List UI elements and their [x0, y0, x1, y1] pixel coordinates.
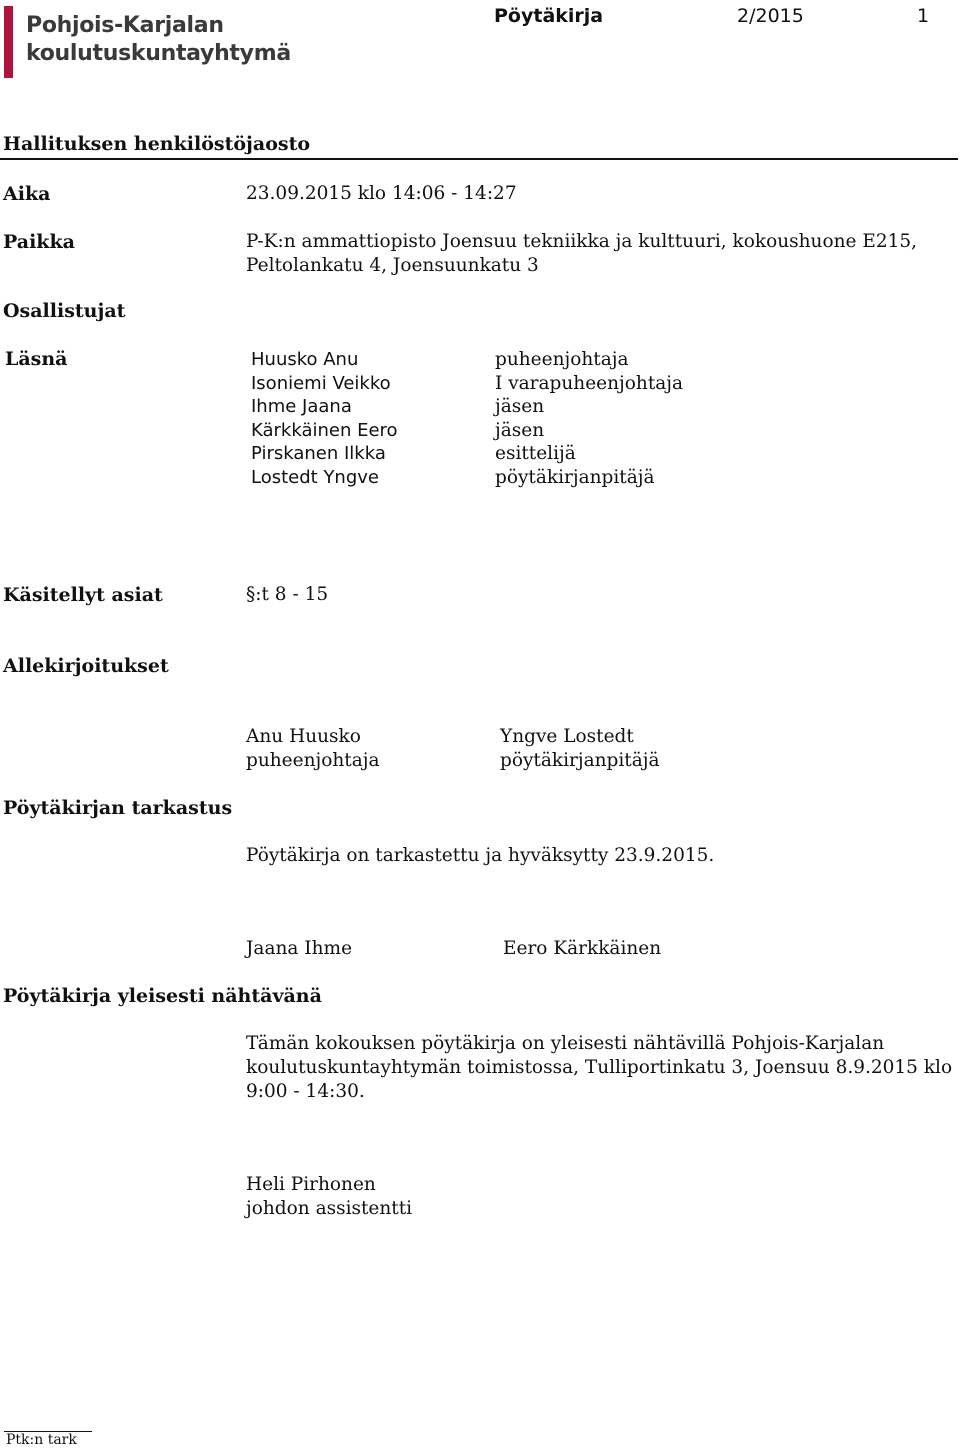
logo-line-2: koulutuskuntayhtymä: [26, 41, 291, 66]
body-title: Hallituksen henkilöstöjaosto: [3, 133, 311, 155]
place-line-2: Peltolankatu 4, Joensuunkatu 3: [246, 255, 539, 276]
public-line-3: 9:00 - 14:30.: [246, 1081, 365, 1102]
items-label: Käsitellyt asiat: [3, 584, 163, 606]
public-line-2: koulutuskuntayhtymän toimistossa, Tulliportinkatu 3, Joensuu 8.9.2015 klo: [246, 1057, 953, 1078]
page-number: 1: [917, 5, 930, 27]
attendee-name: Kärkkäinen Eero: [251, 419, 398, 441]
items-value: §:t 8 - 15: [246, 584, 329, 605]
signer-2-role: pöytäkirjanpitäjä: [500, 750, 660, 771]
logo-line-1: Pohjois-Karjalan: [26, 13, 224, 38]
attendee-role: pöytäkirjanpitäjä: [495, 466, 655, 488]
public-signer-role: johdon assistentti: [246, 1198, 413, 1219]
reviewer-2: Eero Kärkkäinen: [503, 938, 662, 959]
present-label: Läsnä: [5, 348, 68, 370]
participants-label: Osallistujat: [3, 300, 126, 322]
time-label: Aika: [3, 183, 51, 205]
attendee-name: Pirskanen Ilkka: [251, 443, 386, 465]
attendee-role: jäsen: [495, 396, 545, 418]
signer-1-role: puheenjohtaja: [246, 750, 380, 771]
attendee-role: jäsen: [495, 419, 545, 441]
doc-type: Pöytäkirja: [494, 5, 604, 27]
attendee-role: puheenjohtaja: [495, 349, 629, 370]
time-value: 23.09.2015 klo 14:06 - 14:27: [246, 183, 517, 204]
attendee-names: [251, 348, 398, 490]
signer-2-name: Yngve Lostedt: [500, 726, 634, 747]
public-label: Pöytäkirja yleisesti nähtävänä: [3, 985, 322, 1007]
public-signer-name: Heli Pirhonen: [246, 1174, 376, 1195]
attendee-role: esittelijä: [495, 443, 576, 465]
attendee-name: Isoniemi Veikko: [251, 372, 391, 394]
signer-1-name: Anu Huusko: [246, 726, 361, 747]
attendee-roles: [495, 348, 683, 490]
attendee-name: Lostedt Yngve: [251, 466, 379, 488]
signatures-label: Allekirjoitukset: [3, 655, 169, 677]
attendee-name: Ihme Jaana: [251, 396, 352, 418]
review-text: Pöytäkirja on tarkastettu ja hyväksytty 23.9.2015.: [246, 845, 715, 866]
public-line-1: Tämän kokouksen pöytäkirja on yleisesti nähtävillä Pohjois-Karjalan: [246, 1033, 885, 1054]
place-label: Paikka: [3, 231, 75, 253]
reviewer-1: Jaana Ihme: [246, 938, 353, 959]
attendee-name: Huusko Anu: [251, 349, 359, 370]
logo-bar: [4, 6, 13, 78]
review-label: Pöytäkirjan tarkastus: [3, 797, 233, 819]
title-rule: [0, 158, 958, 160]
footer-text: Ptk:n tark: [6, 1432, 77, 1448]
place-line-1: P-K:n ammattiopisto Joensuu tekniikka ja kulttuuri, kokoushuone E215,: [246, 231, 918, 252]
doc-number: 2/2015: [737, 5, 804, 27]
attendee-role: I varapuheenjohtaja: [495, 372, 684, 394]
